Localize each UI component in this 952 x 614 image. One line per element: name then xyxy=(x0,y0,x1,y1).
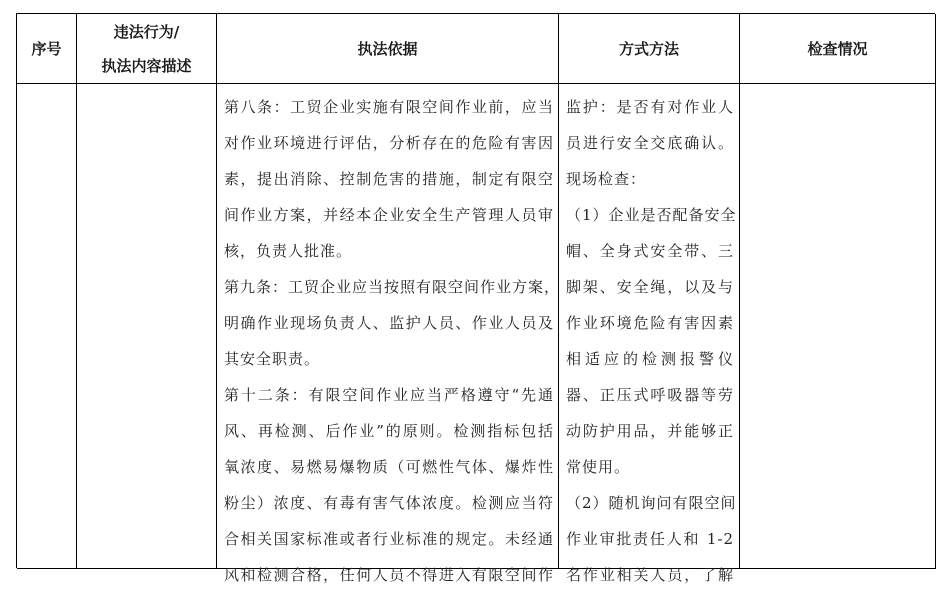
method-line: 名作业相关人员，了解 xyxy=(566,566,734,584)
basis-line: 第九条：工贸企业应当按照有限空间作业方案， xyxy=(224,278,561,296)
basis-line: 核，负责人批准。 xyxy=(224,242,353,260)
header-basis-label: 执法依据 xyxy=(357,40,418,58)
header-result-label: 检查情况 xyxy=(807,40,868,58)
basis-line: 合相关国家标准或者行业标准的规定。未经通 xyxy=(224,530,554,548)
enforcement-table xyxy=(16,13,935,584)
method-line: 动防护用品，并能够正 xyxy=(566,422,734,440)
cell-seq xyxy=(17,84,77,569)
cell-description xyxy=(77,84,217,569)
header-violation-line2: 执法内容描述 xyxy=(101,56,192,75)
method-line: 器、正压式呼吸器等劳 xyxy=(566,386,734,404)
basis-line: 第十二条：有限空间作业应当严格遵守“先通 xyxy=(224,386,554,404)
header-method xyxy=(559,14,740,84)
header-seq-label: 序号 xyxy=(31,40,62,58)
header-seq xyxy=(17,14,77,84)
cell-method xyxy=(559,84,740,584)
header-result xyxy=(740,14,936,84)
cell-basis xyxy=(217,84,561,584)
method-text xyxy=(566,89,737,593)
basis-line: 风、再检测、后作业”的原则。检测指标包括 xyxy=(224,422,554,440)
method-line: 作业审批责任人和 1-2 xyxy=(566,530,734,548)
basis-line: 氧浓度、易燃易爆物质（可燃性气体、爆炸性 xyxy=(224,458,554,476)
method-line: 员进行安全交底确认。 xyxy=(566,134,734,152)
basis-line: 间作业方案，并经本企业安全生产管理人员审 xyxy=(224,206,554,224)
method-line: 作业环境危险有害因素 xyxy=(566,314,734,332)
header-method-label: 方式方法 xyxy=(618,40,679,58)
header-violation xyxy=(77,14,217,84)
method-line: 帽、全身式安全带、三 xyxy=(566,242,734,260)
header-basis xyxy=(217,14,559,84)
method-line: 相适应的检测报警仪 xyxy=(566,350,734,368)
method-line: （2）随机询问有限空间 xyxy=(566,494,737,512)
basis-line: 明确作业现场负责人、监护人员、作业人员及 xyxy=(224,314,554,332)
cell-result xyxy=(740,84,936,569)
basis-line: 粉尘）浓度、有毒有害气体浓度。检测应当符 xyxy=(224,494,554,512)
basis-line: 其安全职责。 xyxy=(224,350,321,368)
basis-line: 对作业环境进行评估，分析存在的危险有害因 xyxy=(224,134,554,152)
method-line: 监护：是否有对作业人 xyxy=(566,98,734,116)
basis-text xyxy=(224,89,561,593)
method-line: 脚架、安全绳，以及与 xyxy=(566,278,734,296)
header-violation-line1: 违法行为/ xyxy=(113,22,180,41)
method-line: （1）企业是否配备安全 xyxy=(566,206,737,224)
basis-line: 风和检测合格，任何人员不得进入有限空间作 xyxy=(224,566,554,584)
basis-line: 素，提出消除、控制危害的措施，制定有限空 xyxy=(224,170,554,188)
method-line: 常使用。 xyxy=(566,458,631,476)
method-line: 现场检查： xyxy=(566,170,647,188)
basis-line: 第八条：工贸企业实施有限空间作业前，应当 xyxy=(224,98,554,116)
